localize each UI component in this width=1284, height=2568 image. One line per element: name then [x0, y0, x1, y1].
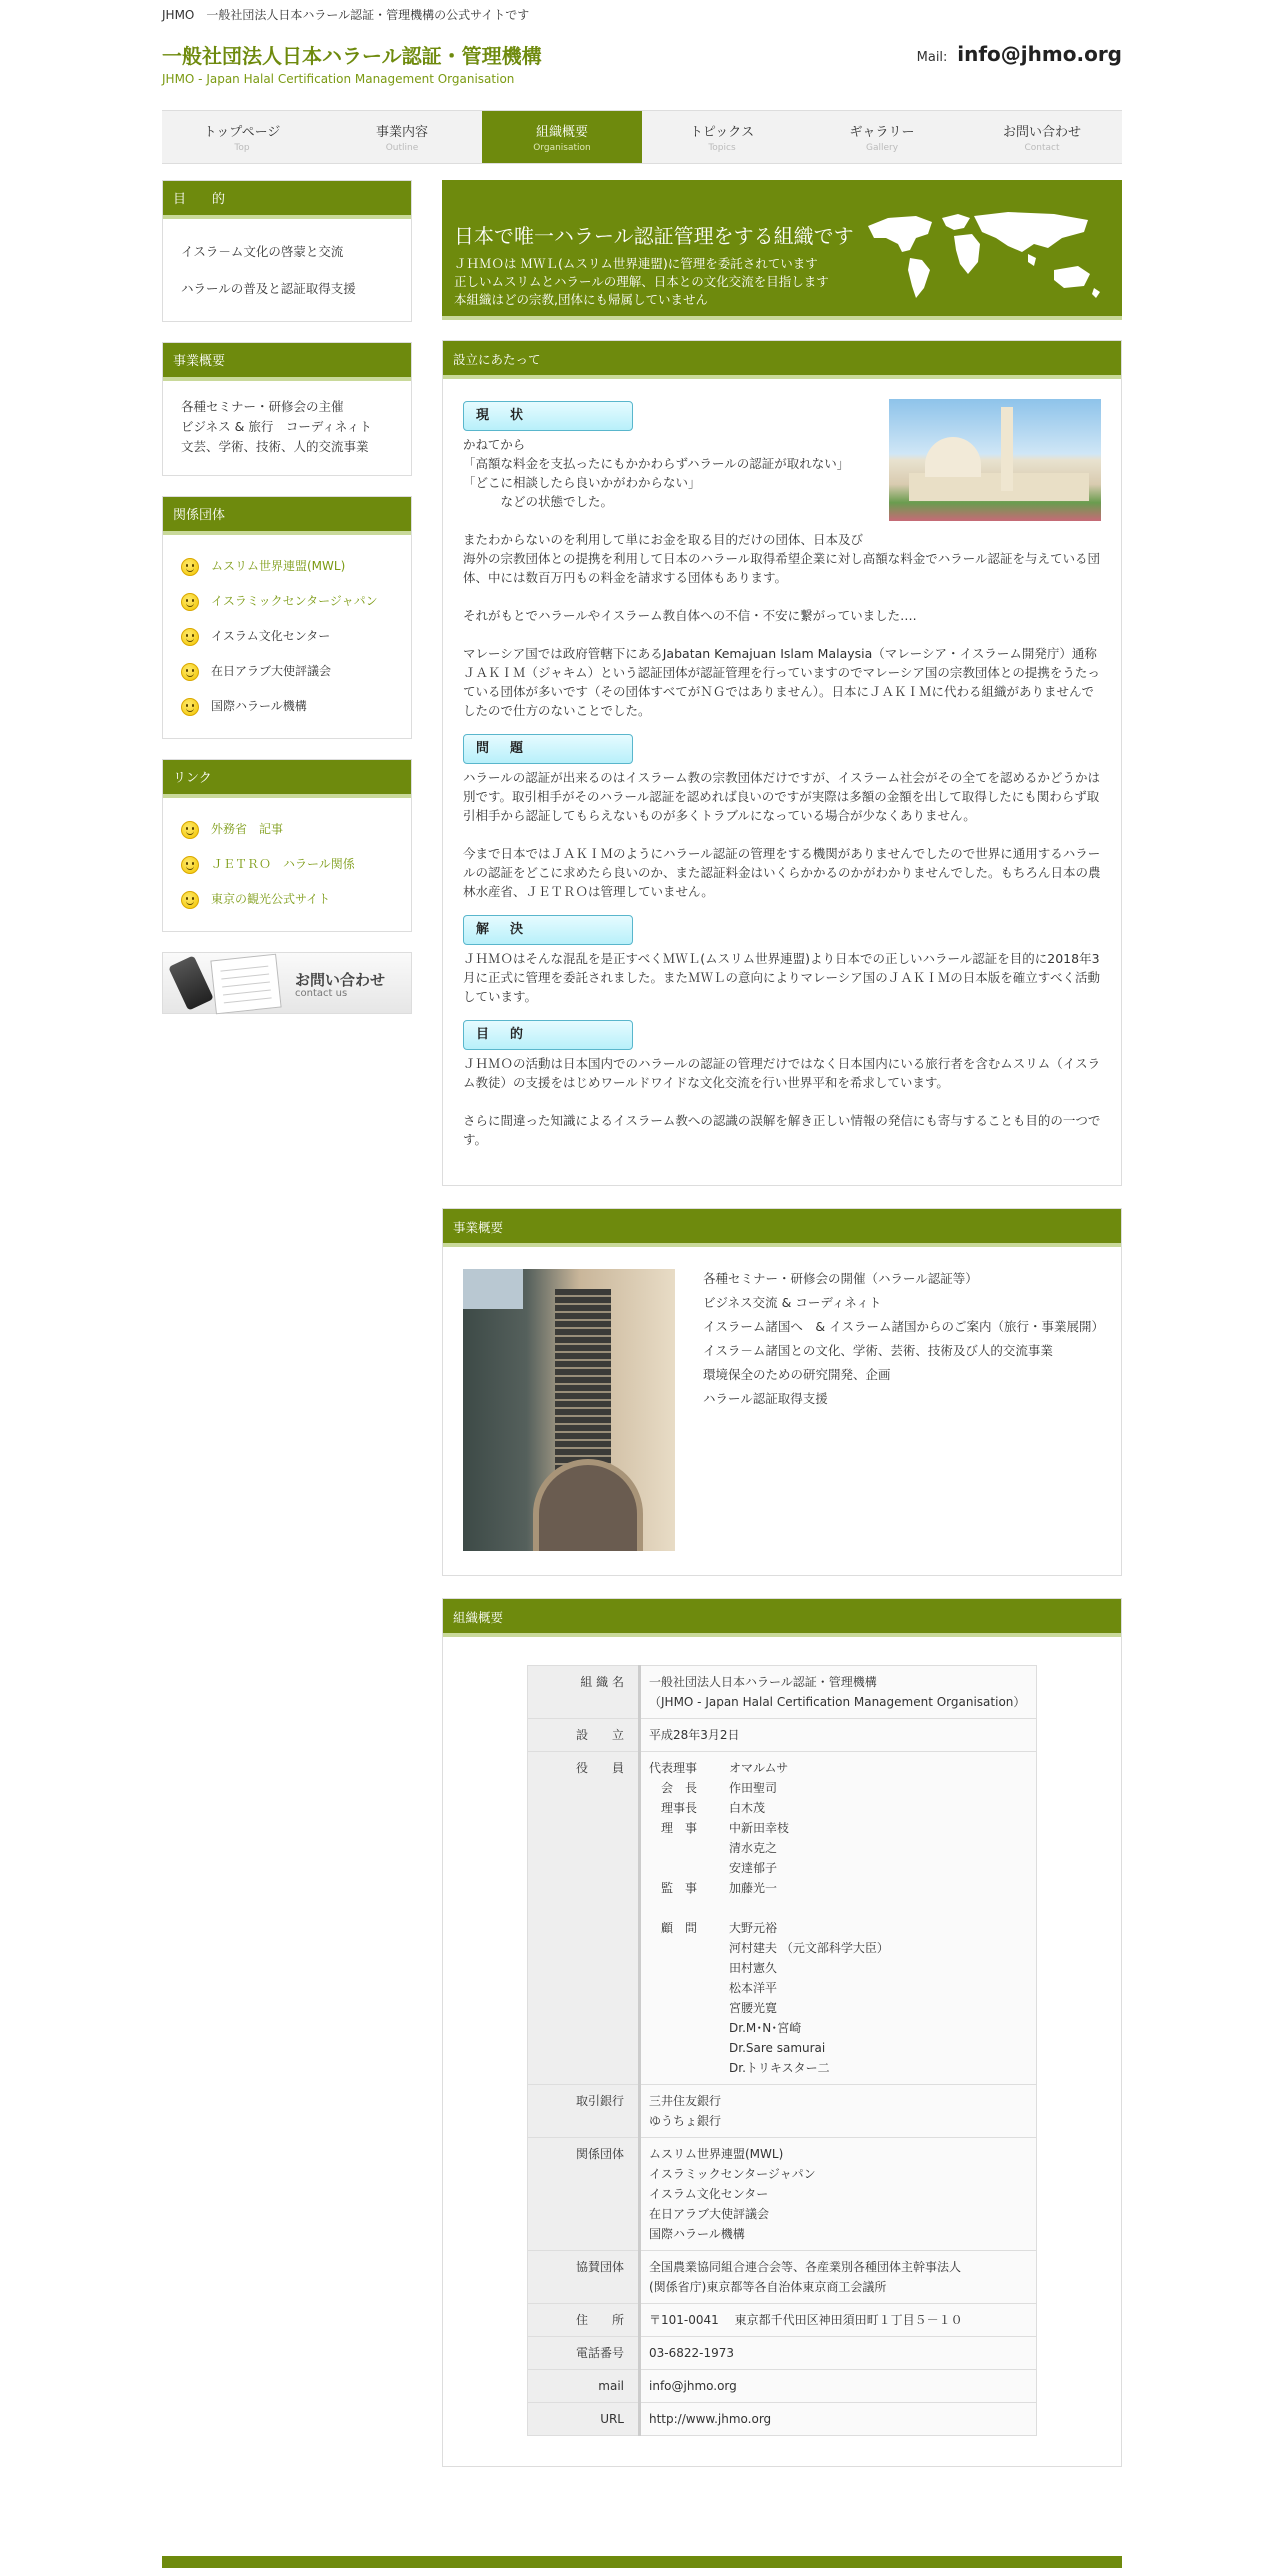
panel-heading: 事業概要	[443, 1209, 1121, 1247]
officer-line	[649, 1978, 1028, 1998]
related-link[interactable]: ムスリム世界連盟(MWL)	[211, 559, 346, 573]
related-list	[163, 535, 411, 738]
sidebar-heading: 関係団体	[163, 497, 411, 535]
officer-line	[649, 2018, 1028, 2038]
hero-line: ＪＨＭＯは ＭＷＬ(ムスリム世界連盟)に管理を委託されています	[454, 256, 818, 271]
world-map-icon	[858, 208, 1108, 304]
main-content	[442, 180, 1122, 2467]
nav-sublabel: Contact	[1024, 143, 1060, 153]
nav-contact[interactable]	[962, 111, 1122, 163]
list-item: ビジネス交流 & コーディネィト	[703, 1295, 882, 1310]
url-value[interactable]: http://www.jhmo.org	[640, 2403, 1037, 2436]
nav-sublabel: Gallery	[865, 143, 899, 153]
related-text: 国際ハラール機構	[211, 699, 307, 713]
row-key: 電話番号	[528, 2337, 640, 2370]
officer-name: Dr.Sare samurai	[729, 2041, 826, 2055]
row-key: 関係団体	[528, 2138, 640, 2251]
hero-line: 正しいムスリムとハラールの理解、日本との文化交流を目指します	[454, 274, 829, 289]
problem-label: 問 題	[463, 734, 633, 764]
row-key: 協賛団体	[528, 2251, 640, 2304]
text-line: 海外の宗教団体との提携を利用して日本のハラール取得希望企業に対し高額な料金でハラール認証を与えている団体、中には数百万円もの料金を請求する団体もあります。	[463, 551, 1101, 585]
nav-gallery[interactable]	[802, 111, 962, 163]
officer-name: 松本洋平	[729, 1981, 778, 1995]
text-line: などの状態でした。	[463, 494, 614, 509]
nav-top[interactable]	[162, 111, 322, 163]
photo-part	[533, 1459, 643, 1551]
hero-title: 日本で唯一ハラール認証管理をする組織です	[454, 224, 854, 248]
officer-name: オマルムサ	[729, 1761, 789, 1775]
text-line: イスラム文化センター	[649, 2187, 769, 2201]
purpose-list	[163, 219, 411, 321]
text-line: またわからないのを利用して単にお金を取る目的だけの団体、日本及び	[463, 532, 864, 547]
contact-banner[interactable]	[162, 952, 412, 1014]
sidebar-business-box	[162, 342, 412, 476]
officer-role: 理事長	[649, 1801, 698, 1815]
text-line: 「高額な料金を支払ったにもかかわらずハラールの認証が取れない」	[463, 456, 850, 471]
related-item	[181, 619, 393, 654]
founding-body	[443, 379, 1121, 1185]
officer-role	[649, 2018, 729, 2038]
related-item[interactable]	[181, 549, 393, 584]
officer-role	[649, 2058, 729, 2078]
nav-label: トピックス	[689, 125, 755, 140]
text-line: 在日アラブ大使評議会	[649, 2207, 770, 2221]
nav-label: 事業内容	[375, 125, 428, 140]
row-key: 設 立	[528, 1719, 640, 1752]
sidebar-links-box	[162, 759, 412, 932]
mail-address[interactable]: info@jhmo.org	[957, 42, 1122, 66]
contact-banner-label: お問い合わせ	[295, 971, 386, 989]
business-list	[703, 1267, 1104, 1411]
officer-role: 会 長	[649, 1781, 698, 1795]
nav-label: ギャラリー	[849, 125, 915, 140]
nav-sublabel: Organisation	[533, 143, 591, 153]
panel-heading: 組織概要	[443, 1599, 1121, 1637]
smiley-icon	[181, 628, 199, 646]
status-para	[463, 530, 1101, 587]
officer-line	[649, 1818, 1028, 1838]
list-item: ハラール認証取得支援	[703, 1391, 828, 1406]
officer-name: 田村憲久	[729, 1961, 778, 1975]
row-value	[640, 2138, 1037, 2251]
row-key: 役 員	[528, 1752, 640, 2085]
list-item: 環境保全のための研究開発、企画	[703, 1367, 891, 1382]
nav-sublabel: Outline	[385, 143, 419, 153]
table-row	[528, 2251, 1037, 2304]
related-text: 在日アラブ大使評議会	[211, 664, 332, 678]
table-row	[528, 2304, 1037, 2337]
officer-line	[649, 2058, 1028, 2078]
text-line: (関係省庁)東京都等各自治体東京商工会議所	[649, 2280, 887, 2294]
text-line: 一般社団法人日本ハラール認証・管理機構	[649, 1675, 877, 1689]
photo-part	[925, 437, 981, 477]
officer-line	[649, 1858, 1028, 1878]
officer-line	[649, 1998, 1028, 2018]
officer-role: 理 事	[649, 1821, 698, 1835]
nav-sublabel: Topics	[708, 143, 736, 153]
smiley-icon	[181, 663, 199, 681]
phone-icon	[168, 955, 214, 1010]
officer-line	[649, 2038, 1028, 2058]
links-list	[163, 798, 411, 931]
business-text	[163, 381, 411, 475]
text-line: 国際ハラール機構	[649, 2227, 745, 2241]
site-subtitle: JHMO - Japan Halal Certification Management Organisation	[162, 72, 515, 86]
table-row	[528, 2085, 1037, 2138]
officer-spacer	[649, 1898, 1028, 1918]
officer-role: 顧 問	[649, 1921, 698, 1935]
related-link[interactable]: イスラミックセンタージャパン	[211, 594, 378, 608]
nav-outline[interactable]	[322, 111, 482, 163]
business-line: 文芸、学術、技術、人的交流事業	[181, 439, 369, 454]
related-item[interactable]	[181, 584, 393, 619]
table-row	[528, 2370, 1037, 2403]
mosque-photo	[889, 399, 1101, 521]
notepad-icon	[210, 954, 281, 1015]
table-row	[528, 2138, 1037, 2251]
officer-role	[649, 2038, 729, 2058]
header-mail	[917, 42, 1122, 66]
nav-sublabel: Top	[234, 143, 250, 153]
status-para: それがもとでハラールやイスラーム教自体への不信・不安に繋がっていました….	[463, 608, 917, 623]
nav-label: 組織概要	[535, 125, 588, 140]
global-nav	[162, 110, 1122, 164]
officer-line	[649, 1938, 1028, 1958]
aim-label: 目 的	[463, 1020, 633, 1050]
row-value: 平成28年3月2日	[640, 1719, 1037, 1752]
organisation-panel	[442, 1598, 1122, 2467]
officer-role	[649, 1838, 729, 1858]
officer-name: Dr.トリキスター二	[729, 2061, 830, 2075]
row-value	[640, 1666, 1037, 1719]
site-tagline: JHMO 一般社団法人日本ハラール認証・管理機構の公式サイトです	[162, 8, 530, 22]
officer-line	[649, 1918, 1028, 1938]
nav-label: トップページ	[203, 125, 281, 140]
text-line: （JHMO - Japan Halal Certification Management Organisation）	[649, 1695, 1026, 1709]
mail-label: Mail:	[916, 50, 948, 65]
aim-para: ＪＨＭＯの活動は日本国内でのハラールの認証の管理だけではなく日本国内にいる旅行者を含むムスリム（イスラム教徒）の支援をはじめワールドワイドな文化交流を行い世界平和を希求しています。	[463, 1056, 1101, 1090]
sidebar-purpose-box	[162, 180, 412, 322]
business-body	[443, 1247, 1121, 1575]
list-item: ハラールの普及と認証取得支援	[181, 281, 356, 296]
row-key: 住 所	[528, 2304, 640, 2337]
panel-heading: 設立にあたって	[443, 341, 1121, 379]
officer-name: 清水克之	[729, 1841, 778, 1855]
officer-role: 監 事	[649, 1881, 698, 1895]
organisation-body	[443, 1637, 1121, 2466]
row-key: URL	[528, 2403, 640, 2436]
text-line: 三井住友銀行	[649, 2094, 722, 2108]
link-text[interactable]: ＪＥＴＲＯ ハラール関係	[211, 857, 355, 871]
officer-role	[649, 1978, 729, 1998]
business-panel	[442, 1208, 1122, 1576]
table-row	[528, 2337, 1037, 2370]
sidebar-related-box	[162, 496, 412, 739]
officer-name: 中新田幸枝	[729, 1821, 790, 1835]
business-line: 各種セミナー・研修会の主催	[181, 399, 344, 414]
smiley-icon	[181, 593, 199, 611]
text-line: ムスリム世界連盟(MWL)	[649, 2147, 784, 2161]
table-row	[528, 2403, 1037, 2436]
smiley-icon	[181, 698, 199, 716]
officer-line	[649, 1878, 1028, 1898]
nav-topics[interactable]	[642, 111, 802, 163]
text-line: ゆうちょ銀行	[649, 2114, 722, 2128]
nav-label: お問い合わせ	[1002, 125, 1081, 140]
status-label: 現 状	[463, 401, 633, 431]
nav-organisation[interactable]	[482, 111, 642, 163]
smiley-icon	[181, 821, 199, 839]
officer-role	[649, 1958, 729, 1978]
link-text[interactable]: 外務省 記事	[211, 822, 284, 836]
problem-para: 今まで日本ではＪＡＫＩＭのようにハラール認証の管理をする機関がありませんでしたので世界に通用するハラールの認証をどこに求めたら良いのか、また認証料金はいくらかかるのかがわかりませんでした。もちろん日本の農林水産省、ＪＥＴＲＯは管理していません。	[463, 846, 1101, 899]
officer-line	[649, 1838, 1028, 1858]
photo-part	[1001, 407, 1013, 491]
officer-role	[649, 1998, 729, 2018]
officer-name: 加藤光一	[729, 1881, 778, 1895]
officer-role	[649, 1858, 729, 1878]
hero-banner	[442, 180, 1122, 320]
sidebar-heading: 事業概要	[163, 343, 411, 381]
list-item: イスラ－ム諸国との文化、学術、芸術、技術及び人的交流事業	[703, 1343, 1053, 1358]
table-row	[528, 1752, 1037, 2085]
photo-part	[555, 1289, 611, 1479]
contact-banner-sublabel: contact us	[295, 988, 348, 999]
row-key: mail	[528, 2370, 640, 2403]
row-value	[640, 1752, 1037, 2085]
smiley-icon	[181, 856, 199, 874]
table-row	[528, 1719, 1037, 1752]
photo-part	[909, 473, 1089, 501]
status-para: マレーシア国では政府管轄下にあるJabatan Kemajuan Islam Malaysia（マレーシア・イスラーム開発庁）通称ＪＡＫＩＭ（ジャキム）という認証団体が認証管理を行っていますのでマレーシア国の宗教団体との提携をうたっている団体が多いです（その団体すべてがＮＧではありません）。日本にＪＡＫＩＭに代わる組織がありませんでしたので仕方のないことでした。	[463, 646, 1100, 718]
founding-panel	[442, 340, 1122, 1186]
related-item	[181, 654, 393, 689]
row-key: 組 織 名	[528, 1666, 640, 1719]
officer-role: 代表理事	[649, 1761, 698, 1775]
table-row	[528, 1666, 1037, 1719]
text-line: イスラミックセンタージャパン	[649, 2167, 816, 2181]
link-item[interactable]	[181, 812, 393, 847]
building-photo	[463, 1269, 675, 1551]
officer-name: 白木茂	[729, 1801, 766, 1815]
officer-line	[649, 1798, 1028, 1818]
officer-name: 大野元裕	[729, 1921, 778, 1935]
row-value	[640, 2085, 1037, 2138]
link-item[interactable]	[181, 847, 393, 882]
smiley-icon	[181, 891, 199, 909]
organisation-table	[527, 1665, 1037, 2436]
row-value: 〒101-0041 東京都千代田区神田須田町１丁目５－１０	[640, 2304, 1037, 2337]
footer-bar	[162, 2556, 1122, 2568]
related-text: イスラム文化センター	[211, 629, 331, 643]
link-text[interactable]: 東京の観光公式サイト	[211, 892, 331, 906]
sidebar-heading: 目 的	[163, 181, 411, 219]
photo-part	[463, 1269, 523, 1309]
officer-line	[649, 1758, 1028, 1778]
text-line: 「どこに相談したら良いかがわからない」	[463, 475, 701, 490]
officer-line	[649, 1778, 1028, 1798]
aim-para: さらに間違った知識によるイスラーム教への認識の誤解を解き正しい情報の発信にも寄与することも目的の一つです。	[463, 1113, 1101, 1147]
link-item[interactable]	[181, 882, 393, 917]
officer-line	[649, 1958, 1028, 1978]
solution-label: 解 決	[463, 915, 633, 945]
officer-name: 安達郁子	[729, 1861, 778, 1875]
list-item: イスラ－ム文化の啓蒙と交流	[181, 244, 344, 259]
row-value: 03-6822-1973	[640, 2337, 1037, 2370]
officer-name: 宮腰光寛	[729, 2001, 778, 2015]
hero-line: 本組織はどの宗教,団体にも帰属していません	[454, 292, 708, 307]
officer-name: 作田聖司	[729, 1781, 778, 1795]
officer-name: 河村建夫 （元文部科学大臣）	[729, 1941, 889, 1955]
business-line: ビジネス & 旅行 コーディネィト	[181, 419, 372, 434]
row-value	[640, 2251, 1037, 2304]
list-item: 各種セミナー・研修会の開催（ハラール認証等）	[703, 1271, 978, 1286]
solution-para: ＪＨＭＯはそんな混乱を是正すべくＭＷＬ(ムスリム世界連盟)より日本での正しいハラール認証を目的に2018年3月に正式に管理を委託されました。またＭＷＬの意向によりマレーシア国のＪＡＫＩＭの日本版を確立すべく活動しています。	[463, 951, 1101, 1004]
officer-name: Dr.M･N･宮崎	[729, 2021, 802, 2035]
related-item	[181, 689, 393, 724]
text-line: 全国農業協同組合連合会等、各産業別各種団体主幹事法人	[649, 2260, 962, 2274]
mail-value[interactable]: info@jhmo.org	[640, 2370, 1037, 2403]
site-title[interactable]: 一般社団法人日本ハラール認証・管理機構	[162, 44, 542, 68]
text-line: かねてから	[463, 437, 526, 452]
smiley-icon	[181, 558, 199, 576]
sidebar-heading: リンク	[163, 760, 411, 798]
problem-para: ハラールの認証が出来るのはイスラーム教の宗教団体だけですが、イスラーム社会がその全てを認めるかどうかは別です。取引相手がそのハラール認証を認めれば良いのですが実際は多額の金額を出して取得したにも関わらず取引相手から認証してもらえないものが多くトラブルになっている場合が少なくありません。	[463, 770, 1101, 823]
officer-role	[649, 1938, 729, 1958]
row-key: 取引銀行	[528, 2085, 640, 2138]
list-item: イスラーム諸国へ & イスラーム諸国からのご案内（旅行・事業展開）	[703, 1319, 1104, 1334]
sidebar	[162, 180, 412, 1014]
